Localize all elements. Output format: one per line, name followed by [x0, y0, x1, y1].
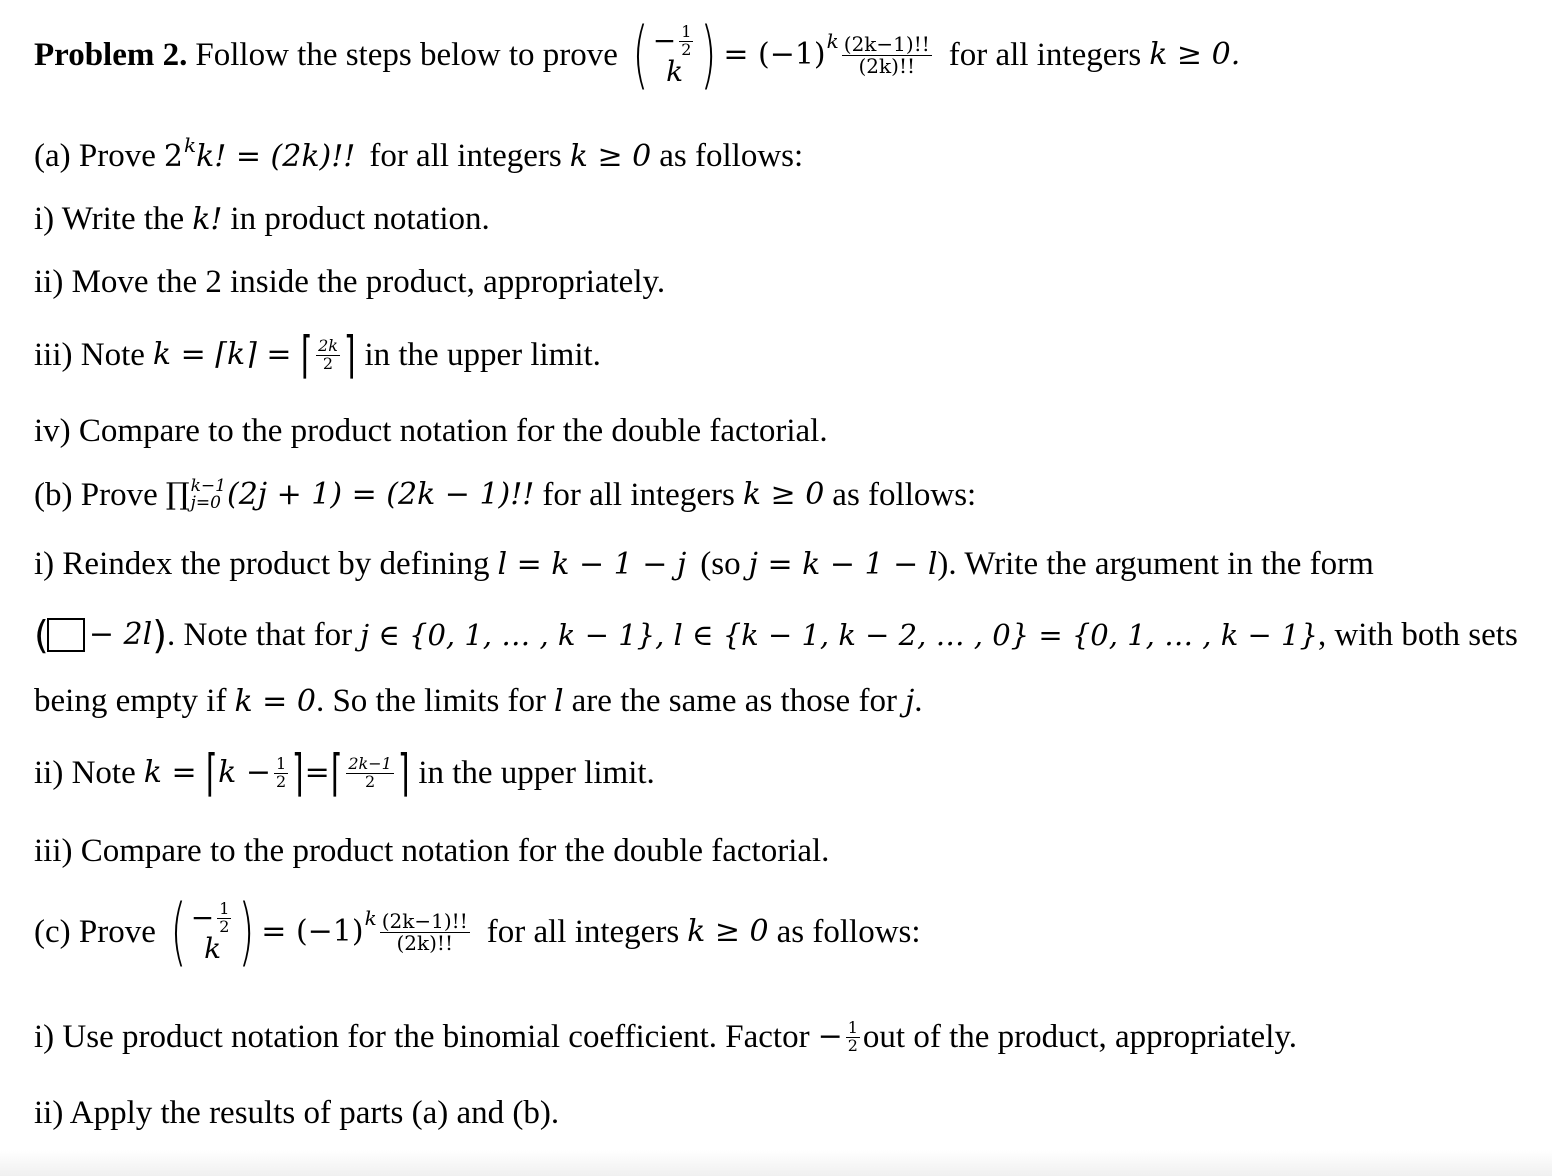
neg-one-power: = (−1)	[723, 37, 826, 72]
part-b-step-i-line1: i) Reindex the product by defining l = k − 1 − j (so j = k − 1 − l ). Write the argument in the form	[34, 546, 1374, 582]
part-a-step-iii: iii) Note k = ⌈k⌉ = ⌈ $\frac{2k}{2}$ ⌉ in the upper limit.	[34, 326, 601, 384]
blank-box	[47, 618, 85, 652]
part-b-step-ii: ii) Note k = ⌈ k − $\frac{1}{2}$ ⌉ = ⌈ $\frac{2k-1}{2}$ ⌉ in the upper limit.	[34, 744, 655, 802]
double-factorial-ratio: $\frac{(2k-1)!!}{(2k)!!}$	[843, 31, 930, 78]
part-c-heading: (c) Prove ( − $\frac{1}{2}$ k ) = (−1) k $\frac{(2k-1)!!}{(2k)!!}$ for all integers k ≥ 0 as follows:	[34, 889, 921, 975]
problem-label: Problem 2.	[34, 36, 188, 73]
bottom-edge	[0, 1150, 1552, 1176]
part-c-step-i: i) Use product notation for the binomial coefficient. Factor − $\frac{1}{2}$ out of the product, appropriately.	[34, 1018, 1297, 1055]
problem-tail: for all integers	[948, 36, 1142, 73]
part-a-formula: $2^kk$! = (2k)!!	[163, 132, 356, 174]
problem-intro: Follow the steps below to prove	[195, 36, 618, 73]
part-b-step-iii: iii) Compare to the product notation for the double factorial.	[34, 833, 830, 869]
binomial-neg-half-k-c: ( − $\frac{1}{2}$ k )	[170, 889, 255, 975]
part-b-step-i-line3: being empty if k = 0 . So the limits for l are the same as those for j .	[34, 683, 923, 719]
part-a-step-ii: ii) Move the 2 inside the product, appropriately.	[34, 264, 666, 300]
part-a-step-iv: iv) Compare to the product notation for the double factorial.	[34, 413, 828, 449]
part-c-step-ii: ii) Apply the results of parts (a) and (b).	[34, 1095, 560, 1131]
k-condition: k ≥ 0.	[1149, 37, 1241, 72]
part-a-step-i: i) Write the k! in product notation.	[34, 201, 490, 237]
problem-statement: Problem 2. Follow the steps below to prove ( − $\frac{1}{2}$ k ) = (−1) k $\frac{(2k-1)!!}{(2k)!!}$ for all integers k ≥ 0.	[34, 12, 1241, 98]
part-b-heading: (b) Prove ∏ k−1 j=0 (2j + 1) = (2k − 1)!! for all integers k ≥ 0 as follows:	[34, 476, 977, 513]
part-a-heading: (a) Prove $2^kk$! = (2k)!! for all integers k ≥ 0 as follows:	[34, 132, 804, 174]
binomial-neg-half-k: ( − $\frac{1}{2}$ k )	[632, 12, 717, 98]
part-b-step-i-line2: ( − 2l ) . Note that for j ∈ {0, 1, … , k − 1}, l ∈ {k − 1, k − 2, … , 0} = {0, 1, … , k − 1} , with both sets	[34, 613, 1518, 657]
